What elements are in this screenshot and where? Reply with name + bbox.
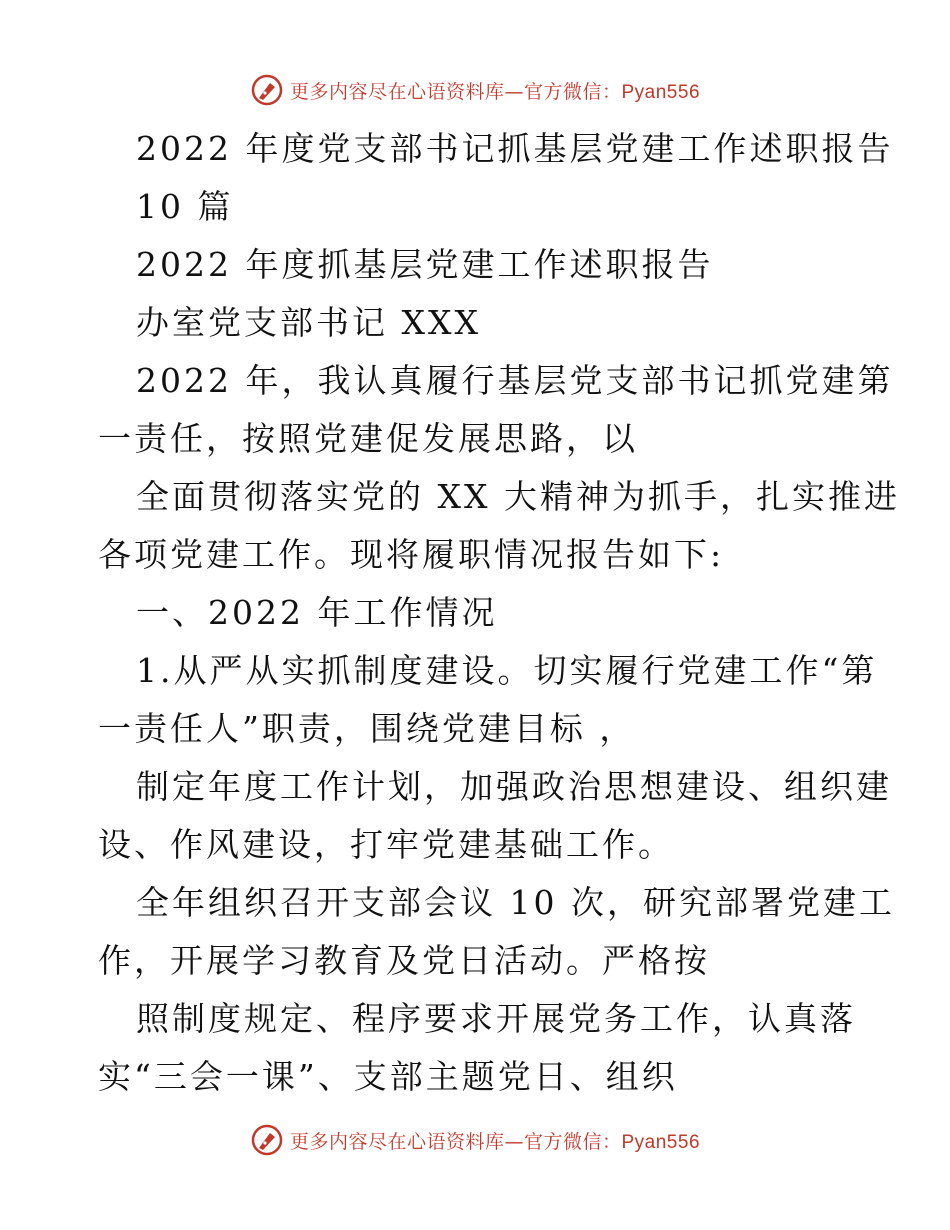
paragraph-line: 2022 年，我认真履行基层党支部书记抓党建第 <box>136 361 894 400</box>
pen-nib-logo-icon <box>250 73 284 107</box>
paragraph-line: 实“三会一课”、支部主题党日、组织 <box>98 1057 678 1096</box>
paragraph-line: 设、作风建设，打牢党建基础工作。 <box>98 825 674 864</box>
document-title-line: 10 篇 <box>136 187 234 226</box>
footer-banner <box>0 1120 950 1160</box>
document-body <box>98 120 900 1106</box>
document-title-line: 2022 年度党支部书记抓基层党建工作述职报告 <box>136 129 894 168</box>
pen-nib-logo-icon <box>250 1123 284 1157</box>
author-line: 办室党支部书记 XXX <box>136 303 481 342</box>
banner-text: 更多内容尽在心语资料库—官方微信：Pyan556 <box>289 1130 701 1153</box>
paragraph-line: 作，开展学习教育及党日活动。严格按 <box>98 941 710 980</box>
paragraph-line: 一责任，按照党建促发展思路，以 <box>98 419 638 458</box>
paragraph-line: 照制度规定、程序要求开展党务工作，认真落 <box>136 999 856 1038</box>
paragraph-line: 全面贯彻落实党的 XX 大精神为抓手，扎实推进 <box>136 477 900 516</box>
paragraph-line: 制定年度工作计划，加强政治思想建设、组织建 <box>136 767 892 806</box>
report-title: 2022 年度抓基层党建工作述职报告 <box>136 245 714 284</box>
wechat-id: Pyan556 <box>621 81 701 103</box>
paragraph-line: 各项党建工作。现将履职情况报告如下: <box>98 535 725 574</box>
banner-text: 更多内容尽在心语资料库—官方微信：Pyan556 <box>289 80 701 103</box>
paragraph-line: 一责任人”职责，围绕党建目标 ， <box>98 709 636 748</box>
paragraph-line: 1.从严从实抓制度建设。切实履行党建工作“第 <box>136 651 878 690</box>
wechat-id: Pyan556 <box>621 1131 701 1153</box>
paragraph-line: 全年组织召开支部会议 10 次，研究部署党建工 <box>136 883 895 922</box>
section-heading: 一、2022 年工作情况 <box>136 593 498 632</box>
header-banner <box>0 70 950 110</box>
